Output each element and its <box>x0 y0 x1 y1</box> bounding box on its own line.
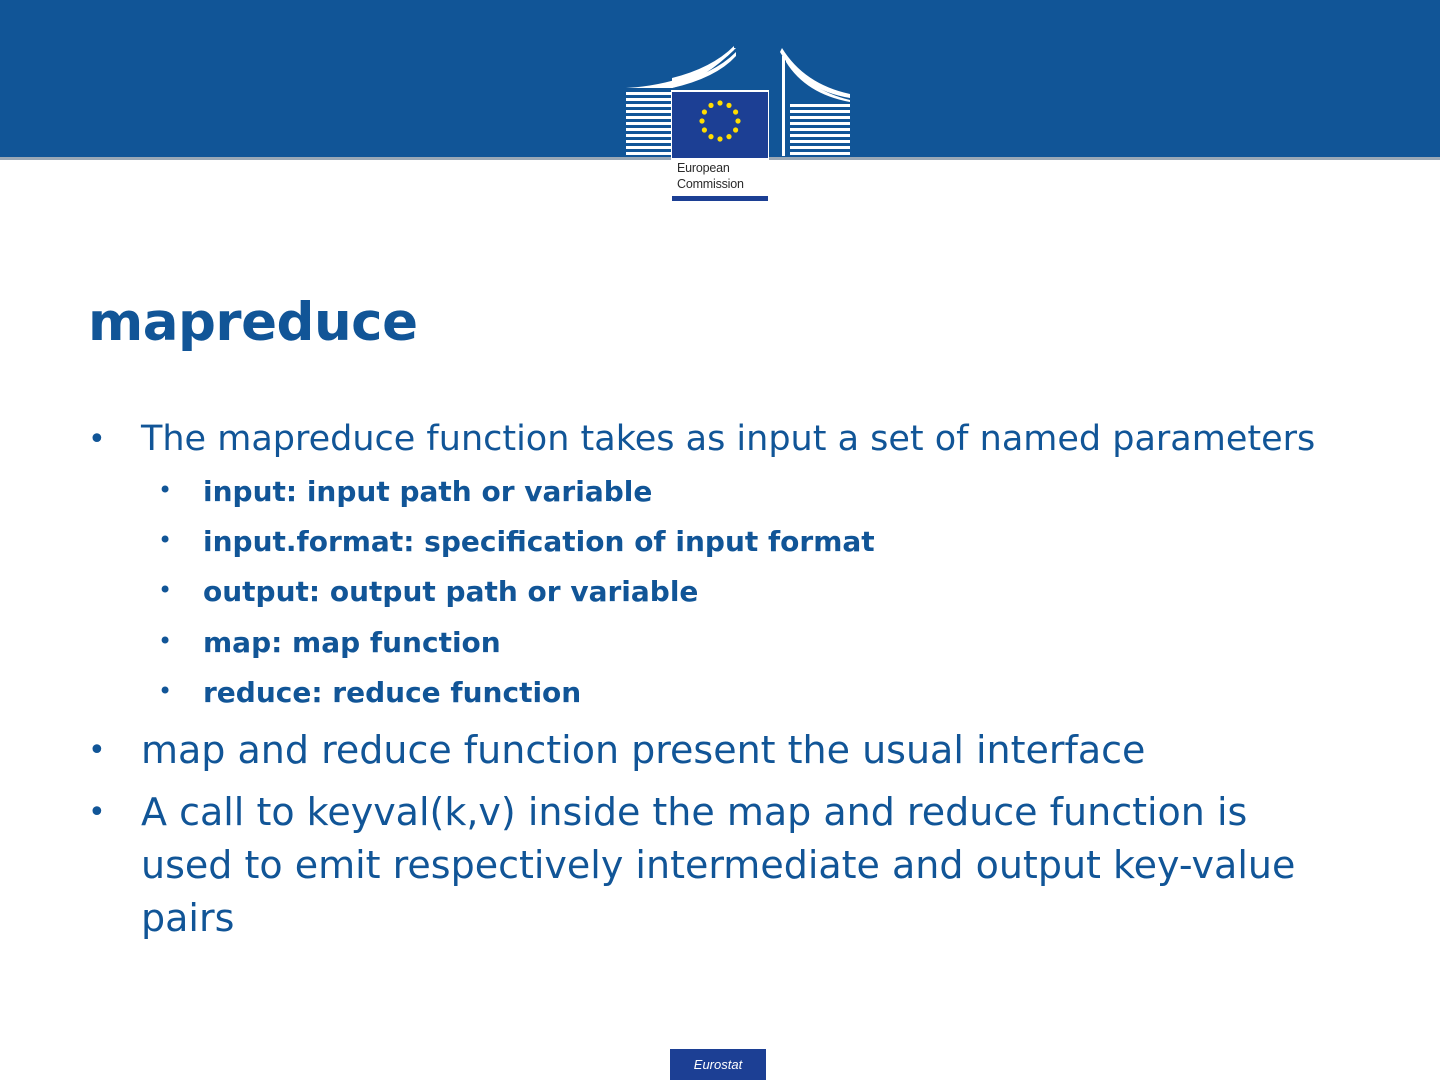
sub-bullet-text: output: output path or variable <box>203 575 699 608</box>
sub-bullet-item <box>158 572 1258 612</box>
bullet-dot: • <box>88 733 106 768</box>
bullet-dot: • <box>158 627 173 655</box>
bullet-item <box>88 786 1308 945</box>
logo-line-2: Commission <box>677 177 744 191</box>
bullet-dot: • <box>158 677 173 705</box>
bullet-item <box>88 413 1318 466</box>
bullet-dot: • <box>158 526 173 554</box>
bullet-dot: • <box>158 576 173 604</box>
sub-bullet-item <box>158 522 1258 562</box>
logo-line-1: European <box>677 161 730 175</box>
footer-eurostat-label: Eurostat <box>670 1049 766 1080</box>
sub-bullet-text: input: input path or variable <box>203 475 653 508</box>
sub-bullet-text: input.format: specification of input format <box>203 525 875 558</box>
sub-bullet-text: map: map function <box>203 626 501 659</box>
bullet-text: A call to keyval(k,v) inside the map and reduce function is used to emit respectively intermediate and output key-value pairs <box>141 790 1296 940</box>
bullet-dot: • <box>88 795 106 830</box>
sub-bullet-item <box>158 623 1258 663</box>
sub-bullet-item <box>158 673 1258 713</box>
bullet-item <box>88 724 1318 777</box>
sub-bullet-item <box>158 472 1258 512</box>
bullet-text: map and reduce function present the usual interface <box>141 728 1146 772</box>
logo-wordmark <box>677 160 744 192</box>
bullet-text: The mapreduce function takes as input a set of named parameters <box>141 419 1316 459</box>
slide-title: mapreduce <box>88 292 418 353</box>
sub-bullet-text: reduce: reduce function <box>203 676 582 709</box>
bullet-dot: • <box>88 422 106 457</box>
bullet-dot: • <box>158 476 173 504</box>
